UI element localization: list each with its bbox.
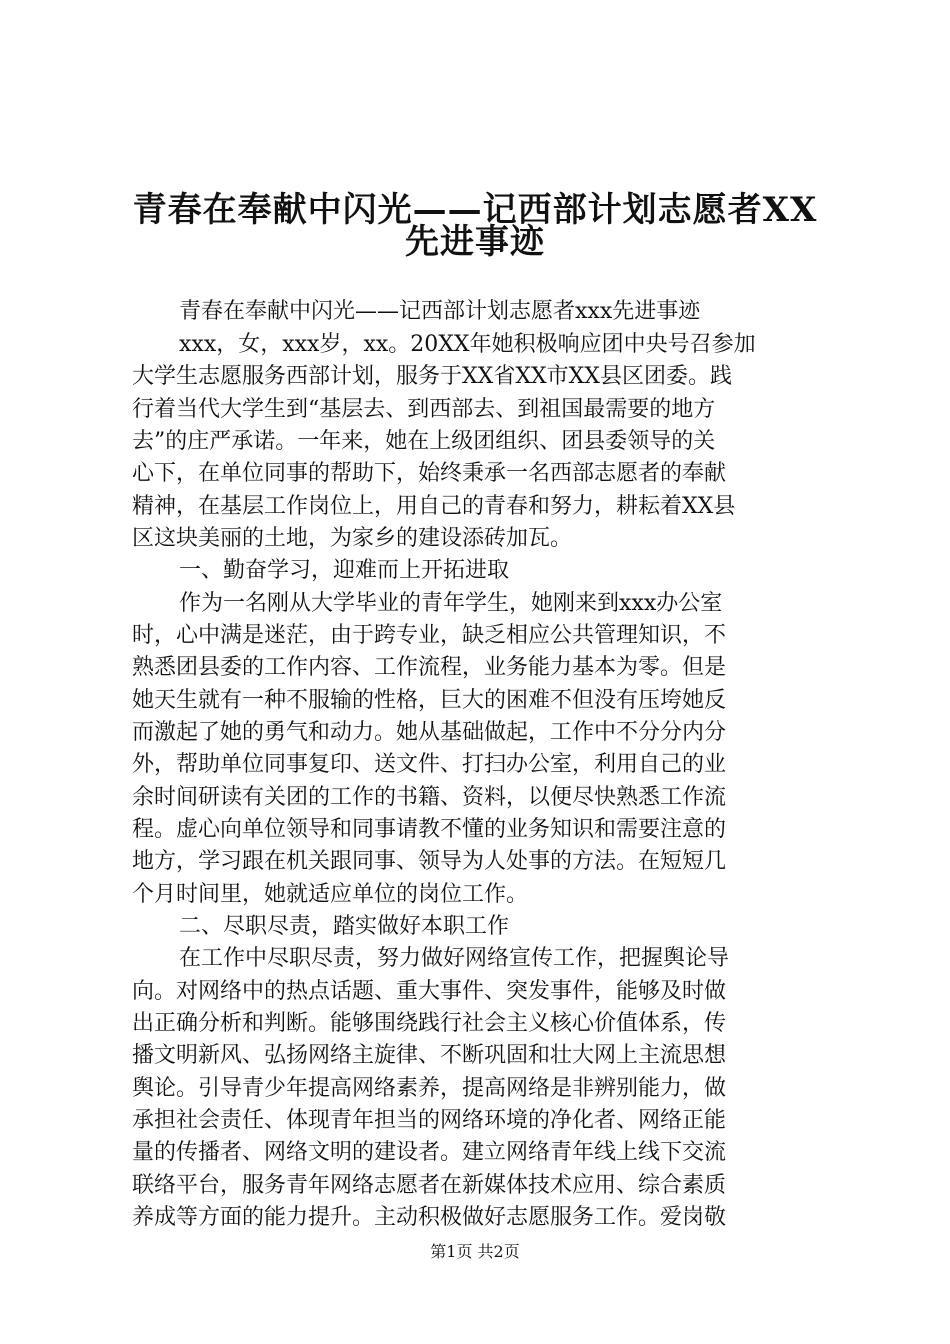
document-title-line-2: 先进事迹 <box>405 222 545 262</box>
body-line: 向。对网络中的热点话题、重大事件、突发事件，能够及时做 <box>132 979 727 1004</box>
body-line: 作为一名刚从大学毕业的青年学生，她刚来到xxx办公室 <box>179 591 723 616</box>
body-line: 程。虚心向单位领导和同事请教不懂的业务知识和需要注意的 <box>132 817 727 842</box>
body-line: 联络平台，服务青年网络志愿者在新媒体技术应用、综合素质 <box>132 1173 727 1198</box>
body-line: 时，心中满是迷茫，由于跨专业，缺乏相应公共管理知识，不 <box>132 623 727 648</box>
body-line: 舆论。引导青少年提高网络素养，提高网络是非辨别能力，做 <box>132 1076 727 1101</box>
body-line: 出正确分析和判断。能够围绕践行社会主义核心价值体系，传 <box>132 1011 727 1036</box>
document-title-line-1: 青春在奉献中闪光——记西部计划志愿者XX <box>132 190 818 230</box>
body-line: 在工作中尽职尽责，努力做好网络宣传工作，把握舆论导 <box>179 946 730 971</box>
body-line: 外，帮助单位同事复印、送文件、打扫办公室，利用自己的业 <box>132 752 727 777</box>
page-footer: 第1页 共2页 <box>430 1242 520 1261</box>
body-line: 去”的庄严承诺。一年来，她在上级团组织、团县委领导的关 <box>132 429 716 454</box>
body-line: xxx，女，xxx岁，xx。20XX年她积极响应团中央号召参加 <box>179 332 756 357</box>
body-line: 区这块美丽的土地，为家乡的建设添砖加瓦。 <box>132 526 573 551</box>
body-line: 地方，学习跟在机关跟同事、领导为人处事的方法。在短短几 <box>132 849 727 874</box>
body-line: 而激起了她的勇气和动力。她从基础做起，工作中不分分内分 <box>132 720 727 745</box>
body-line: 承担社会责任、体现青年担当的网络环境的净化者、网络正能 <box>132 1108 727 1133</box>
body-line: 青春在奉献中闪光——记西部计划志愿者xxx先进事迹 <box>179 299 701 324</box>
body-line: 养成等方面的能力提升。主动积极做好志愿服务工作。爱岗敬 <box>132 1205 727 1230</box>
body-line: 行着当代大学生到“基层去、到西部去、到祖国最需要的地方 <box>132 397 716 422</box>
body-line: 心下，在单位同事的帮助下，始终秉承一名西部志愿者的奉献 <box>132 461 727 486</box>
body-line: 精神，在基层工作岗位上，用自己的青春和努力，耕耘着XX县 <box>132 494 736 519</box>
body-line: 播文明新风、弘扬网络主旋律、不断巩固和壮大网上主流思想 <box>132 1043 727 1068</box>
body-line: 大学生志愿服务西部计划，服务于XX省XX市XX县区团委。践 <box>132 364 732 389</box>
section-heading-2: 二、尽职尽责，踏实做好本职工作 <box>179 914 510 939</box>
body-line: 余时间研读有关团的工作的书籍、资料，以便尽快熟悉工作流 <box>132 785 727 810</box>
body-line: 她天生就有一种不服输的性格，巨大的困难不但没有压垮她反 <box>132 688 727 713</box>
body-line: 个月时间里，她就适应单位的岗位工作。 <box>132 882 529 907</box>
section-heading-1: 一、勤奋学习，迎难而上开拓进取 <box>179 558 510 583</box>
body-line: 量的传播者、网络文明的建设者。建立网络青年线上线下交流 <box>132 1140 727 1165</box>
body-line: 熟悉团县委的工作内容、工作流程，业务能力基本为零。但是 <box>132 655 727 680</box>
